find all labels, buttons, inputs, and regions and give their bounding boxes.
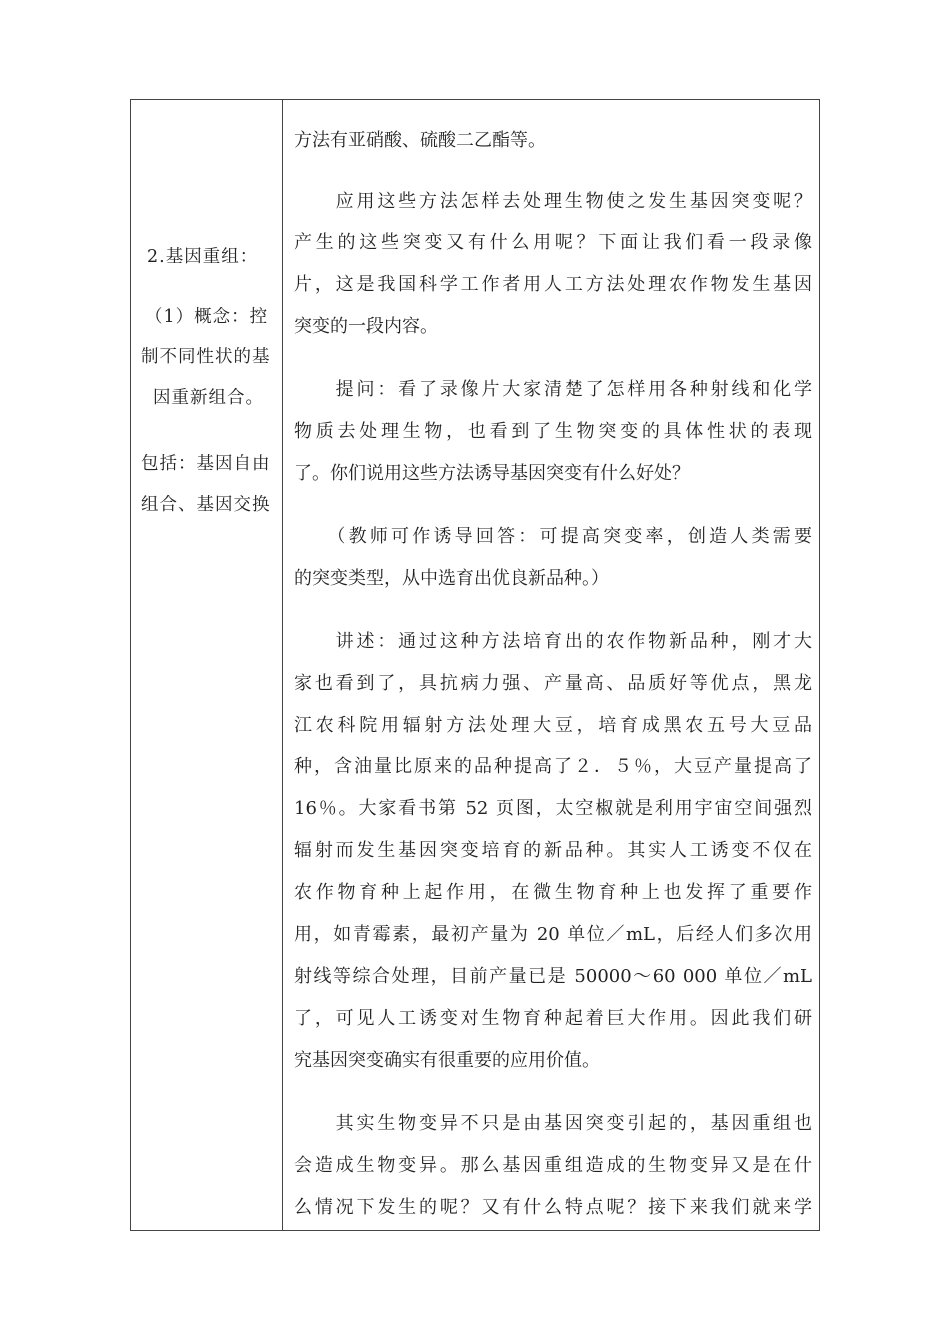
paragraph-line: 会造成生物变异。那么基因重组造成的生物变异又是在什 — [294, 1155, 812, 1176]
paragraph-line: 种，含油量比原来的品种提高了２．５％，大豆产量提高了 — [294, 756, 812, 777]
paragraph-line: 么情况下发生的呢？又有什么特点呢？接下来我们就来学 — [294, 1197, 812, 1218]
paragraph-line: 16％。大家看书第 52 页图，太空椒就是利用宇宙空间强烈 — [294, 798, 812, 819]
paragraph-line: 射线等综合处理，目前产量已是 50000～60 000 单位／mL — [294, 966, 812, 987]
paragraph-line: 讲述：通过这种方法培育出的农作物新品种，刚才大 — [294, 631, 812, 652]
notes-line: 因重新组合。 — [153, 388, 264, 408]
paragraph-line: 突变的一段内容。 — [294, 316, 438, 337]
paragraph-line: 的突变类型，从中选育出优良新品种。） — [294, 568, 609, 589]
paragraph-line: 产生的这些突变又有什么用呢？下面让我们看一段录像 — [294, 232, 812, 253]
notes-line: （1）概念：控 — [145, 307, 269, 327]
paragraph-line: 农作物育种上起作用，在微生物育种上也发挥了重要作 — [294, 882, 812, 903]
paragraph-line: 家也看到了，具抗病力强、产量高、品质好等优点，黑龙 — [294, 673, 812, 694]
notes-line: 包括：基因自由 — [141, 454, 271, 474]
paragraph-line: 方法有亚硝酸、硫酸二乙酯等。 — [294, 130, 546, 151]
lesson-table — [130, 99, 820, 1231]
paragraph-line: 物质去处理生物，也看到了生物突变的具体性状的表现 — [294, 421, 812, 442]
paragraph-line: 江农科院用辐射方法处理大豆，培育成黑农五号大豆品 — [294, 715, 812, 736]
paragraph-line: 片，这是我国科学工作者用人工方法处理农作物发生基因 — [294, 274, 812, 295]
notes-line: 组合、基因交换 — [141, 495, 271, 515]
paragraph-line: 其实生物变异不只是由基因突变引起的，基因重组也 — [294, 1113, 812, 1134]
content-cell — [284, 100, 821, 1230]
paragraph-line: 究基因突变确实有很重要的应用价值。 — [294, 1050, 600, 1071]
paragraph-line: 应用这些方法怎样去处理生物使之发生基因突变呢？ — [294, 191, 812, 212]
paragraph-line: 用，如青霉素，最初产量为 20 单位／mL，后经人们多次用 — [294, 924, 812, 945]
notes-line: 制不同性状的基 — [141, 347, 271, 367]
paragraph-line: 辐射而发生基因突变培育的新品种。其实人工诱变不仅在 — [294, 840, 812, 861]
notes-cell — [131, 100, 283, 1230]
paragraph-line: 了，可见人工诱变对生物育种起着巨大作用。因此我们研 — [294, 1008, 812, 1029]
paragraph-line: （教师可作诱导回答：可提高突变率，创造人类需要 — [294, 526, 812, 547]
notes-line: 2.基因重组： — [147, 247, 259, 267]
paragraph-line: 了。你们说用这些方法诱导基因突变有什么好处？ — [294, 463, 690, 484]
paragraph-line: 提问：看了录像片大家清楚了怎样用各种射线和化学 — [294, 379, 812, 400]
